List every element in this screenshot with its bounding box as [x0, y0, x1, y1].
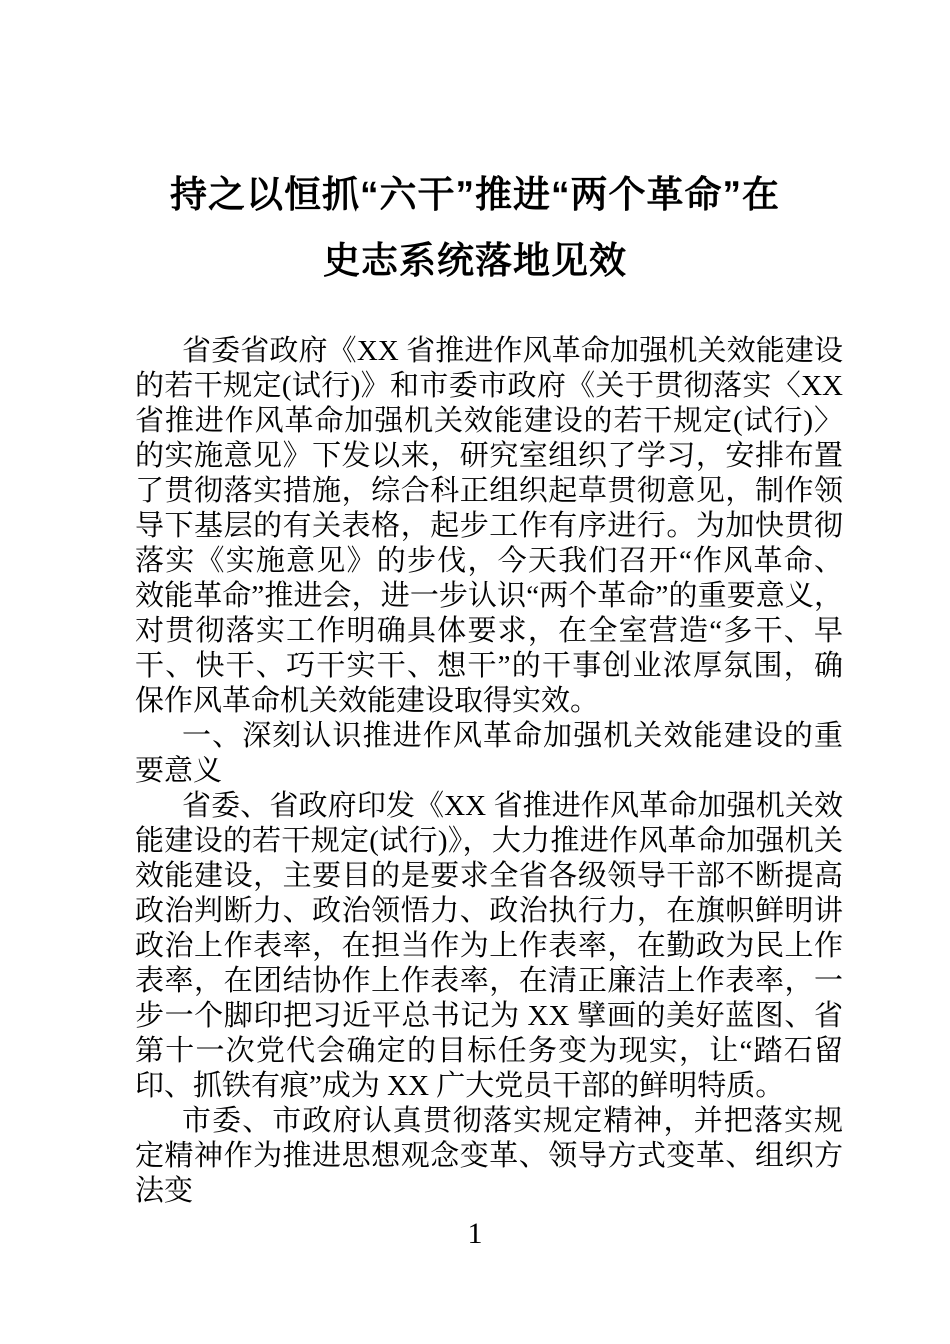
paragraph-intro: 省委省政府《XX 省推进作风革命加强机关效能建设的若干规定(试行)》和市委市政府《关于贯彻落实〈XX 省推进作风革命加强机关效能建设的若干规定(试行)〉的实施意见》下发以来，研究室组织了学习，安排布置了贯彻落实措施，综合科正组织起草贯彻意见，制作领导下基层的有关表格，起步工作有序进行。为加快贯彻落实《实施意见》的步伐，今天我们召开“作风革命、效能革命”推进会，进一步认识“两个革命”的重要意义，对贯彻落实工作明确具体要求，在全室营造“多干、早干、快干、巧干实干、想干”的干事创业浓厚氛围，确保作风革命机关效能建设取得实效。: [135, 335, 843, 717]
document-title: [112, 162, 838, 294]
document-title-line-1: 持之以恒抓“六干”推进“两个革命”在: [170, 174, 780, 215]
page-number: 1: [467, 1217, 483, 1250]
document-title-line-2: 史志系统落地见效: [323, 240, 627, 281]
document-body: [135, 334, 843, 1209]
paragraph-city: 市委、市政府认真贯彻落实规定精神，并把落实规定精神作为推进思想观念变革、领导方式变革、组织方法变: [135, 1105, 843, 1207]
paragraph-province: 省委、省政府印发《XX 省推进作风革命加强机关效能建设的若干规定(试行)》，大力推进作风革命加强机关效能建设，主要目的是要求全省各级领导干部不断提高政治判断力、政治领悟力、政治执行力，在旗帜鲜明讲政治上作表率，在担当作为上作表率，在勤政为民上作表率，在团结协作上作表率，在清正廉洁上作表率，一步一个脚印把习近平总书记为 XX 擘画的美好蓝图、省第十一次党代会确定的目标任务变为现实，让“踏石留印、抓铁有痕”成为 XX 广大党员干部的鲜明特质。: [135, 790, 843, 1102]
section-heading-1: 一、深刻认识推进作风革命加强机关效能建设的重要意义: [135, 720, 843, 787]
